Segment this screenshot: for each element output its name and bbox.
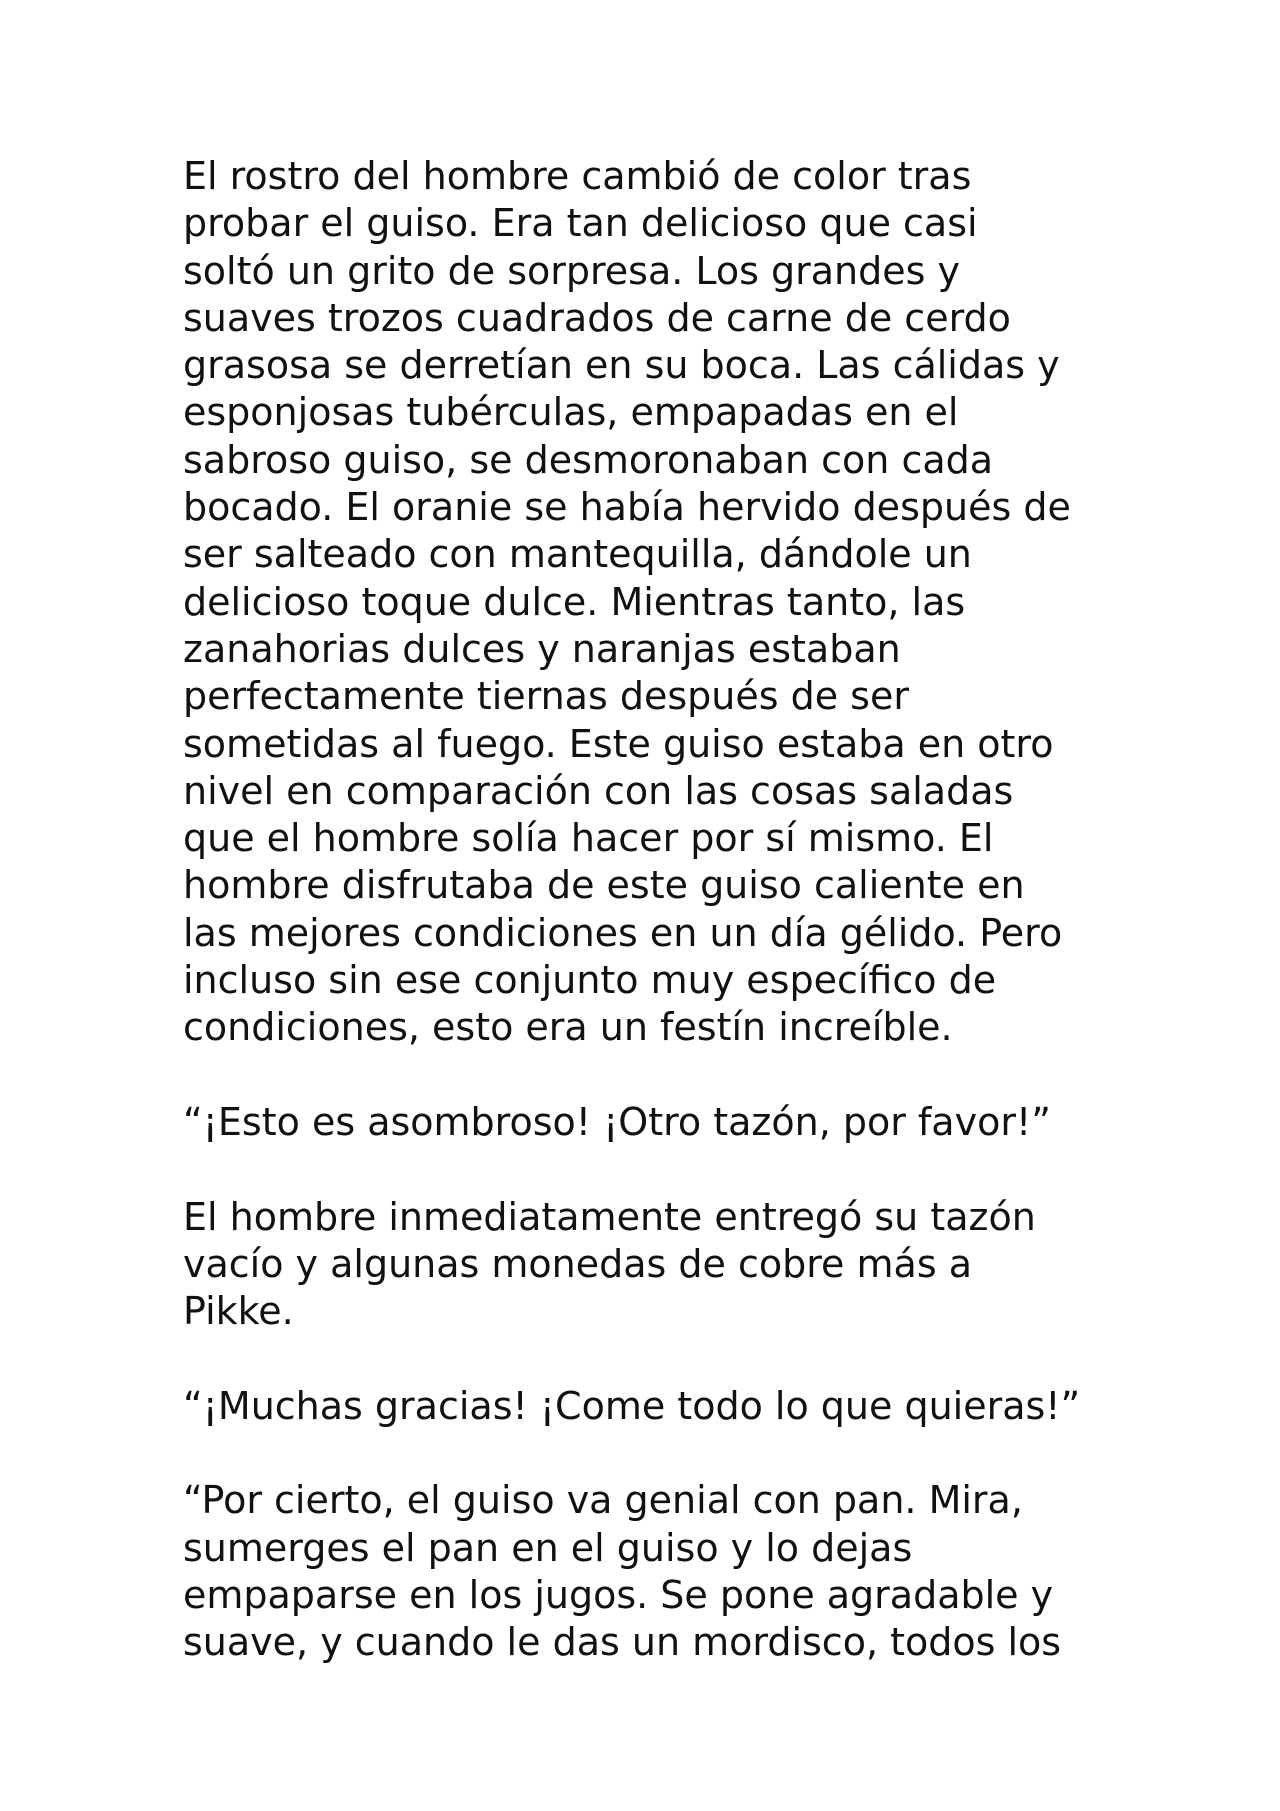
paragraph-1 [183, 153, 1123, 1052]
text-line: grasosa se derretían en su boca. Las cálidas y [183, 343, 1060, 388]
story-text [183, 153, 1123, 1667]
text-line: probar el guiso. Era tan delicioso que casi [183, 201, 978, 246]
paragraph-spacer [183, 1430, 1123, 1477]
paragraph-spacer [183, 1335, 1123, 1382]
text-line: nivel en comparación con las cosas saladas [183, 768, 1014, 813]
text-line: las mejores condiciones en un día gélido. Pero [183, 910, 1063, 955]
text-line: suaves trozos cuadrados de carne de cerdo [183, 295, 1011, 340]
text-line: El hombre inmediatamente entregó su tazón [183, 1194, 1036, 1239]
text-line: Pikke. [183, 1289, 294, 1334]
text-line: El rostro del hombre cambió de color tras [183, 154, 972, 198]
text-line: “Por cierto, el guiso va genial con pan. Mira, [183, 1478, 1023, 1523]
text-line: que el hombre solía hacer por sí mismo. El [183, 816, 994, 861]
paragraph-3 [183, 1194, 1123, 1336]
text-line: bocado. El oranie se había hervido después de [183, 485, 1071, 530]
text-line: soltó un grito de sorpresa. Los grandes y [183, 248, 960, 293]
text-line: condiciones, esto era un festín increíble. [183, 1005, 953, 1050]
text-line: zanahorias dulces y naranjas estaban [183, 626, 901, 671]
text-line: ser salteado con mantequilla, dándole un [183, 532, 972, 577]
text-line: hombre disfrutaba de este guiso caliente en [183, 863, 1025, 908]
text-line: esponjosas tubérculas, empapadas en el [183, 390, 959, 435]
text-line: sumerges el pan en el guiso y lo dejas [183, 1525, 913, 1570]
text-line: “¡Esto es asombroso! ¡Otro tazón, por favor!” [183, 1099, 1051, 1144]
text-line: incluso sin ese conjunto muy específico de [183, 958, 997, 1003]
text-line: sabroso guiso, se desmoronaban con cada [183, 437, 994, 482]
text-line: suave, y cuando le das un mordisco, todos los [183, 1620, 1062, 1665]
text-line: vacío y algunas monedas de cobre más a [183, 1241, 972, 1286]
paragraph-spacer [183, 1052, 1123, 1099]
paragraph-4 [183, 1383, 1123, 1430]
paragraph-spacer [183, 1146, 1123, 1193]
paragraph-2 [183, 1099, 1123, 1146]
paragraph-5 [183, 1477, 1123, 1666]
text-line: “¡Muchas gracias! ¡Come todo lo que quieras!” [183, 1383, 1081, 1428]
text-line: delicioso toque dulce. Mientras tanto, las [183, 579, 966, 624]
text-line: perfectamente tiernas después de ser [183, 674, 909, 719]
text-line: empaparse en los jugos. Se pone agradable y [183, 1572, 1054, 1617]
text-line: sometidas al fuego. Este guiso estaba en otro [183, 721, 1054, 766]
